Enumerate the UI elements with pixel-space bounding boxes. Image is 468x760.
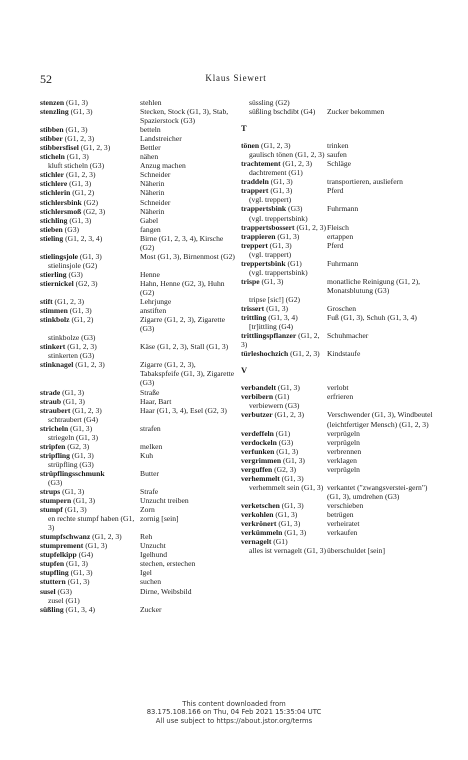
entry-meaning: Landstreicher — [140, 134, 182, 144]
entry-meaning: Haar, Bart — [140, 396, 172, 406]
entry-meaning: Anzug machen — [140, 161, 186, 171]
dictionary-entry — [241, 447, 433, 456]
entry-term: stierling (G3) — [40, 269, 83, 279]
entry-term: verhemmelt sein (G1, 3) — [249, 482, 324, 492]
entry-meaning — [327, 295, 433, 304]
dictionary-entry — [40, 388, 236, 397]
entry-term: stinkbolz (G1, 2) — [40, 315, 94, 325]
dictionary-entry — [241, 501, 433, 510]
entry-term: strups (G1, 3) — [40, 487, 85, 497]
dictionary-entry — [40, 216, 236, 225]
entry-meaning: strafen — [140, 423, 161, 433]
dictionary-entry — [40, 161, 236, 170]
section-letter: V — [241, 365, 248, 376]
dictionary-entry — [40, 98, 236, 107]
entry-term: stinkerten (G3) — [48, 351, 95, 361]
footer-line: This content downloaded from — [182, 700, 286, 708]
dictionary-entry — [40, 234, 236, 252]
entry-meaning — [327, 401, 433, 410]
entry-meaning: Zucker — [140, 604, 162, 614]
entry-term: stripfen (G2, 3) — [40, 441, 90, 451]
jstor-footer — [0, 700, 468, 725]
entry-term: trappert (G1, 3) — [241, 186, 293, 196]
entry-term: stieling (G1, 2, 3, 4) — [40, 233, 103, 243]
entry-term: stibbersfisel (G1, 2, 3) — [40, 143, 111, 153]
entry-term: stielingsjole (G1, 3) — [40, 251, 102, 261]
dictionary-entry — [241, 528, 433, 537]
dictionary-entry — [241, 107, 433, 116]
entry-term: stinkert (G1, 2, 3) — [40, 342, 97, 352]
entry-term: trittlingspflanzer (G1, 2, 3) — [241, 331, 320, 350]
entry-meaning: zornig [sein] — [140, 514, 179, 524]
entry-term: tripse [sic!] (G2) — [249, 294, 301, 304]
entry-meaning: verschieben — [327, 500, 364, 510]
entry-meaning: fangen — [140, 224, 161, 234]
left-column — [40, 98, 236, 614]
entry-term: trappertsbink (G3) — [241, 204, 303, 214]
dictionary-entry — [40, 541, 236, 550]
entry-meaning: stehlen — [140, 98, 162, 107]
dictionary-entry — [40, 125, 236, 134]
entry-meaning: verbrennen — [327, 446, 362, 456]
entry-meaning: Strafe — [140, 487, 159, 497]
entry-meaning: Fleisch — [327, 222, 349, 232]
dictionary-entry — [40, 460, 236, 469]
entry-meaning: Zigarre (G1, 2, 3), Tabakspfeife (G1, 3), Zigarette (G3) — [140, 360, 235, 388]
entry-meaning: betrügen — [327, 509, 354, 519]
entry-meaning — [327, 537, 433, 546]
entry-meaning: nähen — [140, 152, 159, 162]
entry-term: stumpf (G1, 3) — [40, 505, 87, 515]
entry-term: verbibern (G1) — [241, 392, 290, 402]
entry-meaning — [327, 474, 433, 483]
entry-term: stieben (G3) — [40, 224, 80, 234]
entry-term: [tr]ittling (G4) — [249, 322, 294, 332]
dictionary-entry — [40, 360, 236, 387]
dictionary-entry — [241, 159, 433, 168]
entry-term: striegeln (G1, 3) — [48, 432, 98, 442]
dictionary-entry — [40, 261, 236, 270]
entry-meaning — [140, 415, 236, 424]
dictionary-entry — [241, 295, 433, 304]
entry-term: dachtrement (G1) — [249, 168, 303, 178]
entry-meaning: Fuhrmann — [327, 204, 359, 214]
entry-meaning: Bettler — [140, 143, 161, 153]
entry-term: stichlersbink (G2) — [40, 197, 99, 207]
entry-meaning: Stecken, Stock (G1, 3), Stab, Spazierstock (G3) — [140, 107, 229, 126]
dictionary-entry — [241, 313, 433, 322]
entry-term: stupfling (G1, 3) — [40, 568, 93, 578]
entry-term: stift (G1, 2, 3) — [40, 297, 85, 307]
dictionary-entry — [40, 596, 236, 605]
dictionary-entry — [40, 297, 236, 306]
dictionary-entry — [40, 270, 236, 279]
entry-term: stichlerin (G1, 2) — [40, 188, 95, 198]
dictionary-entry — [40, 306, 236, 315]
entry-meaning: betteln — [140, 125, 161, 135]
dictionary-entry — [40, 532, 236, 541]
dictionary-entry — [241, 223, 433, 232]
entry-meaning: Birne (G1, 2, 3, 4), Kirsche (G2) — [140, 233, 224, 252]
entry-term: strüpflingsschmunk — [40, 468, 105, 478]
dictionary-entry — [40, 342, 236, 351]
entry-term: verguffen (G2, 3) — [241, 464, 297, 474]
entry-term: stichler (G1, 2, 3) — [40, 170, 96, 180]
entry-term: treppertsbink (G1) — [241, 258, 302, 268]
entry-meaning — [327, 214, 433, 223]
entry-term: (G3) — [48, 477, 63, 487]
dictionary-entry — [40, 577, 236, 586]
entry-term: straub (G1, 3) — [40, 396, 85, 406]
entry-meaning: anstiften — [140, 306, 167, 316]
entry-meaning — [327, 268, 433, 277]
entry-meaning: verprügeln — [327, 437, 360, 447]
entry-term: vergrimmen (G1, 3) — [241, 455, 305, 465]
dictionary-entry — [241, 141, 433, 150]
entry-meaning: Kuh — [140, 450, 154, 460]
entry-meaning: Unzucht treiben — [140, 496, 189, 506]
entry-meaning — [140, 478, 236, 487]
dictionary-entry — [241, 474, 433, 483]
dictionary-entry — [241, 383, 433, 392]
dictionary-entry — [40, 451, 236, 460]
entry-term: trispe (G1, 3) — [241, 276, 284, 286]
running-head: Klaus Siewert — [205, 73, 267, 83]
entry-term: verbiewern (G3) — [249, 401, 300, 411]
entry-meaning: Schläge — [327, 159, 352, 169]
section-letter: T — [241, 123, 247, 134]
entry-term: alles ist vernagelt (G1, 3) — [249, 546, 326, 556]
dictionary-entry — [40, 333, 236, 342]
dictionary-entry — [40, 225, 236, 234]
entry-meaning: verlobt — [327, 383, 349, 393]
page-number: 52 — [40, 72, 52, 86]
entry-meaning — [140, 596, 236, 605]
dictionary-entry — [40, 406, 236, 415]
entry-term: stripfling (G1, 3) — [40, 450, 94, 460]
entry-meaning: verkaufen — [327, 528, 358, 538]
dictionary-entry — [241, 410, 433, 428]
entry-meaning: Käse (G1, 2, 3), Stall (G1, 3) — [140, 342, 229, 352]
dictionary-entry — [241, 268, 433, 277]
entry-meaning: trinken — [327, 141, 349, 151]
entry-meaning: saufen — [327, 150, 347, 160]
entry-term: strüpfling (G3) — [48, 459, 94, 469]
dictionary-entry — [241, 438, 433, 447]
dictionary-entry — [40, 505, 236, 514]
entry-term: stricheln (G1, 3) — [40, 423, 93, 433]
dictionary-entry — [40, 415, 236, 424]
dictionary-entry — [241, 195, 433, 204]
entry-term: stumpern (G1, 3) — [40, 496, 96, 506]
entry-term: schtraubert (G4) — [48, 414, 98, 424]
entry-term: trissert (G1, 3) — [241, 303, 289, 313]
dictionary-entry — [40, 315, 236, 333]
dictionary-entry — [40, 107, 236, 125]
entry-meaning: Gabel — [140, 215, 159, 225]
entry-term: stielinsjole (G2) — [48, 260, 98, 270]
dictionary-entry — [241, 322, 433, 331]
entry-term: zusel (G1) — [48, 595, 80, 605]
page-header — [40, 72, 432, 86]
entry-meaning: erfrieren — [327, 392, 354, 402]
entry-term: trappieren (G1, 3) — [241, 231, 300, 241]
entry-term: (vgl. treppertsbink) — [249, 213, 308, 223]
entry-meaning: Fuß (G1, 3), Schuh (G1, 3, 4) — [327, 313, 417, 323]
dictionary-entry — [241, 519, 433, 528]
dictionary-entry — [40, 433, 236, 442]
dictionary-entry — [241, 204, 433, 213]
entry-term: strade (G1, 3) — [40, 387, 85, 397]
dictionary-entry — [241, 392, 433, 401]
entry-meaning: Igelhund — [140, 550, 167, 560]
dictionary-entry — [241, 277, 433, 295]
entry-term: trappertsbossert (G1, 2, 3) — [241, 222, 327, 232]
entry-meaning: Kindstaufe — [327, 349, 361, 359]
entry-term: stinkbolze (G3) — [48, 333, 96, 343]
entry-meaning: transportieren, ausliefern — [327, 177, 403, 187]
entry-term: stichlersmoß (G2, 3) — [40, 206, 106, 216]
dictionary-entry — [40, 134, 236, 143]
entry-term: susel (G3) — [40, 586, 72, 596]
entry-term: süßling (G1, 3, 4) — [40, 604, 96, 614]
dictionary-entry — [241, 546, 433, 555]
entry-term: verdeffeln (G1) — [241, 428, 291, 438]
entry-term: verkümmeln (G1, 3) — [241, 528, 307, 538]
entry-term: (vgl. treppert) — [249, 195, 292, 205]
entry-meaning: Groschen — [327, 303, 357, 313]
entry-term: türleshochzich (G1, 2, 3) — [241, 349, 320, 359]
dictionary-entry — [241, 232, 433, 241]
dictionary-entry — [241, 456, 433, 465]
entry-term: süssling (G2) — [249, 98, 290, 107]
entry-meaning: Butter — [140, 468, 159, 478]
dictionary-entry — [241, 214, 433, 223]
entry-meaning: verklagen — [327, 455, 357, 465]
entry-meaning: Reh — [140, 532, 153, 542]
entry-meaning — [140, 460, 236, 469]
entry-meaning: überschuldet [sein] — [327, 546, 385, 556]
entry-term: verbutzer (G1, 2, 3) — [241, 410, 305, 420]
entry-meaning — [140, 351, 236, 360]
dictionary-entry — [241, 465, 433, 474]
dictionary-entry — [40, 252, 236, 261]
entry-meaning — [327, 98, 433, 107]
entry-meaning: Zorn — [140, 505, 155, 515]
entry-term: stibben (G1, 3) — [40, 125, 88, 135]
entry-term: stiernickel (G2, 3) — [40, 278, 98, 288]
entry-meaning: Straße — [140, 387, 160, 397]
entry-term: treppert (G1, 3) — [241, 240, 292, 250]
entry-term: tönen (G1, 2, 3) — [241, 141, 291, 151]
dictionary-entry — [241, 177, 433, 186]
entry-meaning: verheiratet — [327, 519, 360, 529]
entry-term: verhemmelt (G1, 3) — [241, 473, 304, 483]
dictionary-entry — [40, 442, 236, 451]
entry-meaning: melken — [140, 441, 163, 451]
entry-meaning: Näherin — [140, 188, 165, 198]
dictionary-entry — [40, 152, 236, 161]
entry-meaning: suchen — [140, 577, 162, 587]
entry-term: trachtement (G1, 2, 3) — [241, 159, 313, 169]
entry-term: verbandelt (G1, 3) — [241, 383, 300, 393]
dictionary-entry — [241, 510, 433, 519]
entry-term: stimmen (G1, 3) — [40, 306, 92, 316]
entry-term: sticheln (G1, 3) — [40, 152, 89, 162]
entry-term: stupfen (G1, 3) — [40, 559, 88, 569]
entry-term: stibber (G1, 2, 3) — [40, 134, 95, 144]
entry-meaning: verkantet ("zwangsverstei-gern") (G1, 3), umdrehen (G3) — [327, 482, 428, 501]
entry-meaning: Most (G1, 3), Birnenmost (G2) — [140, 251, 235, 261]
entry-term: verketschen (G1, 3) — [241, 500, 304, 510]
dictionary-entry — [241, 331, 433, 349]
entry-term: stenzling (G1, 3) — [40, 107, 93, 117]
entry-term: verfunken (G1, 3) — [241, 446, 299, 456]
dictionary-entry — [40, 478, 236, 487]
entry-meaning: verprügeln — [327, 464, 360, 474]
entry-meaning — [327, 168, 433, 177]
dictionary-entry — [241, 150, 433, 159]
entry-meaning: Henne — [140, 269, 160, 279]
entry-meaning: stechen, erstechen — [140, 559, 196, 569]
entry-term: (vgl. trappertsbink) — [249, 267, 308, 277]
entry-term: en rechte stumpf haben (G1, 3) — [48, 514, 135, 533]
entry-term: stuttern (G1, 3) — [40, 577, 90, 587]
entry-meaning: Pferd — [327, 240, 344, 250]
entry-meaning: Schneider — [140, 170, 171, 180]
entry-term: (vgl. trappert) — [249, 249, 292, 259]
dictionary-entry — [40, 279, 236, 297]
entry-meaning: Fuhrmann — [327, 258, 359, 268]
entry-meaning: Igel — [140, 568, 152, 578]
footer-line: 83.175.108.166 on Thu, 04 Feb 2021 15:35:04 UTC — [146, 708, 322, 717]
dictionary-entry — [40, 559, 236, 568]
entry-term: verkohlen (G1, 3) — [241, 509, 298, 519]
entry-meaning — [327, 195, 433, 204]
entry-term: trittling (G1, 3, 4) — [241, 313, 298, 323]
entry-meaning — [327, 322, 433, 331]
entry-meaning: Näherin — [140, 206, 165, 216]
entry-meaning — [327, 250, 433, 259]
entry-term: gaulisch tönen (G1, 2, 3) — [249, 150, 325, 160]
dictionary-entry — [40, 496, 236, 505]
entry-meaning: Näherin — [140, 179, 165, 189]
dictionary-entry — [40, 550, 236, 559]
dictionary-entry — [40, 514, 236, 532]
entry-meaning: monatliche Reinigung (G1, 2), Monatsblutung (G3) — [327, 276, 421, 295]
dictionary-entry — [241, 259, 433, 268]
entry-meaning — [140, 261, 236, 270]
entry-term: stenzen (G1, 3) — [40, 98, 88, 107]
dictionary-entry — [241, 98, 433, 107]
dictionary-entry — [241, 186, 433, 195]
dictionary-entry — [40, 198, 236, 207]
entry-term: traddeln (G1, 3) — [241, 177, 293, 187]
entry-meaning: Pferd — [327, 186, 344, 196]
dictionary-entry — [241, 483, 433, 501]
entry-meaning: ertappen — [327, 231, 354, 241]
dictionary-entry — [241, 537, 433, 546]
dictionary-entry — [40, 170, 236, 179]
entry-meaning: Verschwender (G1, 3), Windbeutel (leichtfertiger Mensch) (G1, 2, 3) — [327, 410, 433, 429]
entry-term: stumpfschwanz (G1, 2, 3) — [40, 532, 122, 542]
dictionary-entry — [241, 429, 433, 438]
entry-meaning: Dirne, Weibsbild — [140, 586, 192, 596]
dictionary-entry — [241, 304, 433, 313]
dictionary-entry — [40, 207, 236, 216]
entry-term: stichling (G1, 3) — [40, 215, 92, 225]
dictionary-entry — [40, 351, 236, 360]
entry-term: verdockeln (G3) — [241, 437, 294, 447]
entry-term: vernagelt (G1) — [241, 537, 288, 547]
entry-meaning: Lehrjunge — [140, 297, 172, 307]
dictionary-entry — [241, 349, 433, 358]
entry-meaning: Zucker bekommen — [327, 107, 385, 117]
dictionary-entry — [40, 143, 236, 152]
dictionary-entry — [40, 469, 236, 478]
entry-meaning: Zigarre (G1, 2, 3), Zigarette (G3) — [140, 315, 225, 334]
entry-term: stinknagel (G1, 2, 3) — [40, 360, 105, 370]
entry-meaning: verprügeln — [327, 428, 360, 438]
dictionary-entry — [40, 487, 236, 496]
dictionary-entry — [40, 605, 236, 614]
dictionary-entry — [40, 568, 236, 577]
entry-meaning: Haar (G1, 3, 4), Esel (G2, 3) — [140, 405, 227, 415]
dictionary-entry — [40, 397, 236, 406]
entry-meaning — [140, 333, 236, 342]
entry-term: kluft sticheln (G3) — [48, 161, 105, 171]
entry-meaning: Schneider — [140, 197, 171, 207]
entry-meaning: Schuhmacher — [327, 331, 369, 341]
dictionary-entry — [241, 168, 433, 177]
entry-term: straubert (G1, 2, 3) — [40, 405, 102, 415]
dictionary-entry — [241, 250, 433, 259]
entry-term: verkrönert (G1, 3) — [241, 519, 301, 529]
right-column — [241, 98, 433, 555]
dictionary-entry — [40, 424, 236, 433]
entry-term: stupfelkipp (G4) — [40, 550, 93, 560]
dictionary-entry — [40, 188, 236, 197]
footer-line: All use subject to https://about.jstor.org/terms — [155, 716, 313, 725]
dictionary-entry — [40, 179, 236, 188]
entry-meaning — [140, 433, 236, 442]
entry-term: stichlere (G1, 3) — [40, 179, 92, 189]
dictionary-entry — [241, 241, 433, 250]
entry-meaning: Hahn, Henne (G2, 3), Huhn (G2) — [140, 278, 225, 297]
dictionary-entry — [241, 401, 433, 410]
entry-term: süßling bschdibt (G4) — [249, 107, 316, 117]
entry-meaning: Unzucht — [140, 541, 166, 551]
dictionary-entry — [40, 587, 236, 596]
entry-term: stumprement (G1, 3) — [40, 541, 108, 551]
